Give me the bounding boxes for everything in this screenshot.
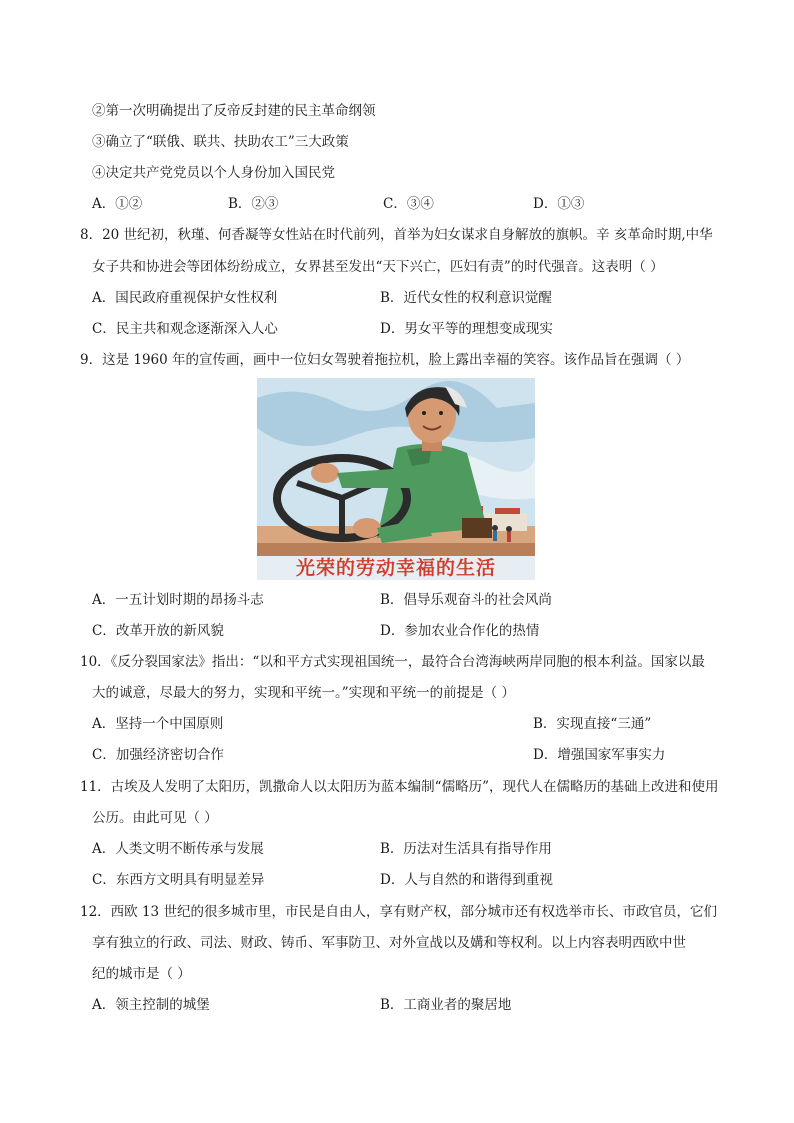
q10-option-b: B．实现直接“三通” [533,716,652,732]
q11-stem-line-2: 公历。由此可见（ ） [92,810,218,826]
q12-option-a: A．领主控制的城堡 [92,997,210,1013]
q8-option-c: C．民主共和观念逐渐深入人心 [92,321,278,337]
q12-stem-line-2: 享有独立的行政、司法、财政、铸币、军事防卫、对外宣战以及媾和等权利。以上内容表明西欧中世 [92,935,686,951]
q7-option-b: B．②③ [228,196,279,212]
q10-stem-line-2: 大的诚意，尽最大的努力，实现和平统一。”实现和平统一的前提是（ ） [92,685,515,701]
q8-option-b: B．近代女性的权利意识觉醒 [380,290,552,306]
q9-option-d: D．参加农业合作化的热情 [380,623,540,639]
q10-option-c: C．加强经济密切合作 [92,747,224,763]
q12-stem-line-1: 12．西欧 13 世纪的很多城市里，市民是自由人，享有财产权，部分城市还有权选举市长、市政官员，它们 [80,904,717,920]
q10-option-d: D．增强国家军事实力 [533,747,666,763]
q7-option-a: A．①② [92,196,143,212]
q7-option-c: C．③④ [383,196,434,212]
propaganda-poster [257,378,535,580]
q8-stem-line-1: 8．20 世纪初，秋瑾、何香凝等女性站在时代前列，首举为妇女谋求自身解放的旗帜。辛 亥革命时期,中华 [80,227,713,243]
q7-item-4: ④决定共产党党员以个人身份加入国民党 [92,165,335,181]
q7-option-d: D．①③ [533,196,585,212]
q8-option-d: D．男女平等的理想变成现实 [380,321,553,337]
poster-caption: 光荣的劳动幸福的生活 [295,557,496,579]
q10-stem-line-1: 10．《反分裂国家法》指出：“以和平方式实现祖国统一，最符合台湾海峡两岸同胞的根本利益。国家以最 [80,654,705,670]
q9-option-a: A．一五计划时期的昂扬斗志 [92,592,264,608]
q7-item-3: ③确立了“联俄、联共、扶助农工”三大政策 [92,134,349,150]
q10-option-a: A．坚持一个中国原则 [92,716,224,732]
q8-option-a: A．国民政府重视保护女性权利 [92,290,278,306]
q9-option-b: B．倡导乐观奋斗的社会风尚 [380,592,552,608]
q11-option-c: C．东西方文明具有明显差异 [92,872,265,888]
q9-option-c: C．改革开放的新风貌 [92,623,224,639]
q11-stem-line-1: 11．古埃及人发明了太阳历，凯撒命人以太阳历为蓝本编制“儒略历”，现代人在儒略历的基础上改进和使用 [80,779,719,795]
q11-option-a: A．人类文明不断传承与发展 [92,841,264,857]
q12-stem-line-3: 纪的城市是（ ） [92,966,191,982]
q8-stem-line-2: 女子共和协进会等团体纷纷成立，女界甚至发出“天下兴亡，匹妇有责”的时代强音。这表明（ ） [92,259,664,275]
q9-stem: 9．这是 1960 年的宣传画，画中一位妇女驾驶着拖拉机，脸上露出幸福的笑容。该作品旨在强调（ ） [80,352,690,368]
q11-option-d: D．人与自然的和谐得到重视 [380,872,553,888]
q11-option-b: B．历法对生活具有指导作用 [380,841,552,857]
q7-item-2: ②第一次明确提出了反帝反封建的民主革命纲领 [92,103,376,119]
q12-option-b: B．工商业者的聚居地 [380,997,512,1013]
